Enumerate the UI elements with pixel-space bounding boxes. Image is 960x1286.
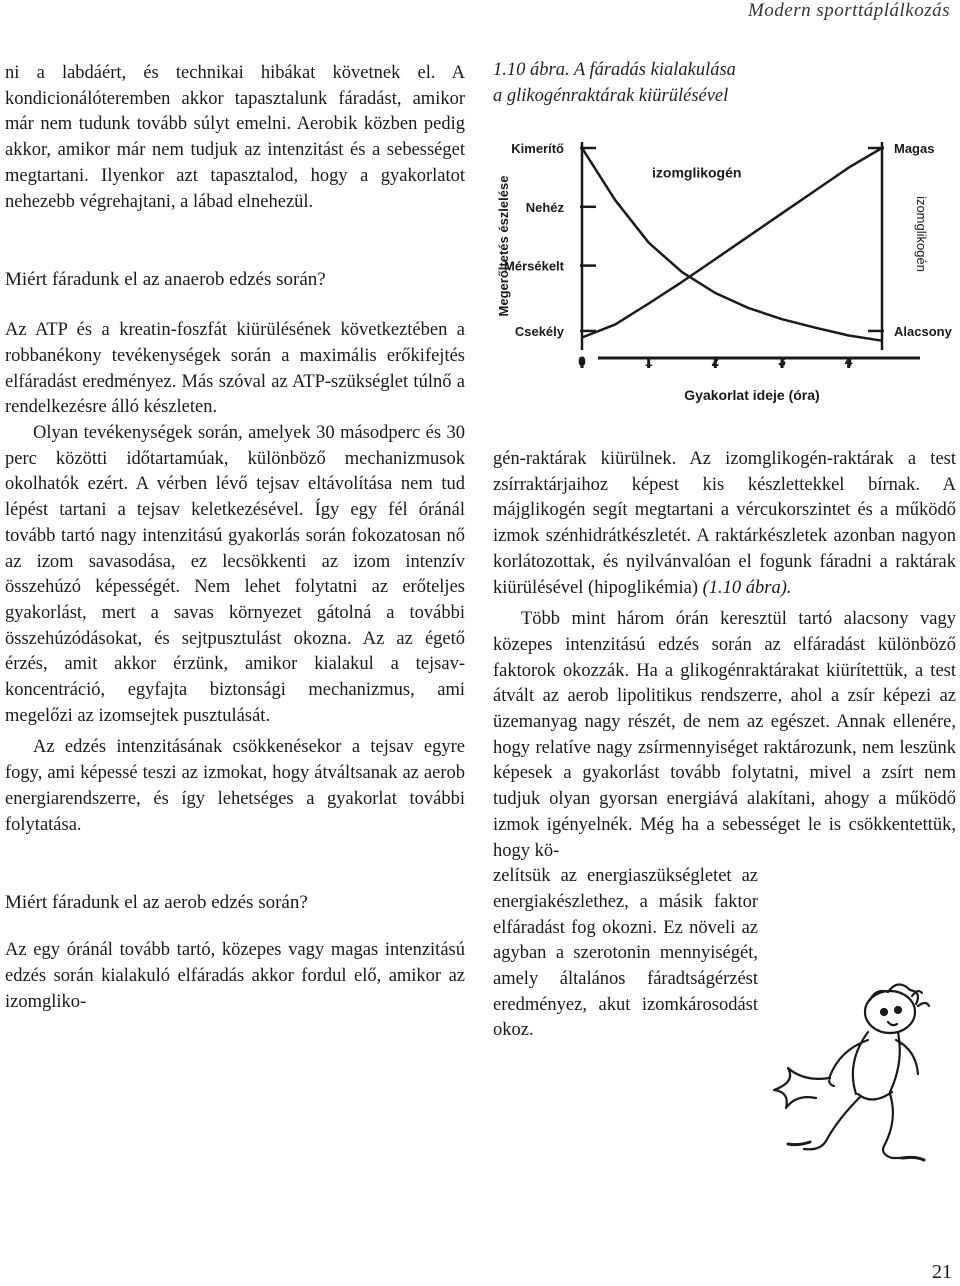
caption-line: a glikogénraktárak kiürülésével [493, 85, 729, 106]
y-left-tick-label: Csekély [514, 323, 564, 339]
caption-line: 1.10 ábra. A fáradás kialakulása [493, 60, 736, 80]
fatigue-chart [490, 128, 955, 410]
paragraph: Az egy óránál tovább tartó, közepes vagy magas intenzitású edzés során kialakuló elfáradás akkor fordul elő, amikor az izomgliko- [5, 940, 465, 1012]
running-title: Modern sporttáplálkozás [747, 0, 950, 21]
y-left-tick-label: Kimerítő [511, 141, 564, 156]
y-left-tick-label: Nehéz [525, 199, 564, 215]
page-number: 21 [932, 1261, 952, 1283]
y-right-tick-label: Magas [894, 141, 935, 156]
paragraph-continued: zelítsük az energiaszükségletet az energiakészlethez, a másik faktor elfáradást fog okozni. Ez növeli az agyban a szerotonin mennyiségét, amely általános fáradtságérzést eredményez, akut izomkárosodást okoz. [493, 866, 758, 1041]
left-column [5, 61, 465, 1015]
y-right-tick-label: Alacsony [894, 323, 952, 339]
section-heading-aerob: Miért fáradunk el az aerob edzés során? [5, 892, 308, 914]
y-axis-label-left: Megerőltetés észlelése [496, 175, 511, 317]
x-tick-label: 0 [578, 353, 586, 369]
y-axis-label-right: izomglikogén [914, 196, 929, 272]
figure-reference: (1.10 ábra). [702, 577, 792, 598]
paragraph: Több mint három órán keresztül tartó alacsony vagy közepes intenzitású edzés során az elfáradást különböző faktorok okozzák. Ha a glikogénraktárakat kiürítettük, a test átvált az aerob lipolitikus rendszerre, ahol a zsír képezi az üzemanyag nagy részét, de nem az egészet. Annak ellenére, hogy relatíve nagy zsírmennyiséget raktározunk, nem leszünk képesek a gyakorlást tovább folytatni, mivel a zsírt nem tudjuk olyan gyorsan energiává alakítani, ahogy a működő izmok igényelnék. Még ha a sebességet le is csökkentettük, hogy kö- [493, 609, 956, 861]
x-tick-label: 4 [844, 353, 853, 369]
section-heading-anaerob: Miért fáradunk el az anaerob edzés során? [5, 269, 326, 291]
x-axis-label: Gyakorlat ideje (óra) [684, 387, 820, 403]
tired-runner-illustration [770, 962, 955, 1182]
x-tick-label: 3 [778, 353, 786, 369]
figure-caption [493, 58, 953, 109]
paragraph: ni a labdáért, és technikai hibákat követnek el. A kondicionálóteremben akkor tapasztalunk fáradást, amikor már nem tudunk tovább súlyt emelni. Aerobik közben pedig akkor, amikor már nem tudjuk az intenzitást és a sebességet megtartani. Ilyenkor azt tapasztalod, hogy a gyakorlatot nehezebb végrehajtani, a lábad elnehezül. [5, 63, 465, 212]
right-column [493, 447, 956, 1044]
paragraph [493, 447, 956, 601]
annotation-label: izomglikogén [652, 164, 742, 181]
x-tick-label: 1 [644, 353, 653, 369]
paragraph-text: gén-raktárak kiürülnek. Az izomglikogén-raktárak a test zsírraktárjaihoz képest kis készlettekkel bírnak. A májglikogén segít megtartani a vércukorszintet és a működő izmok szénhidrátkészletét. A raktárkészletek azonban nagyon korlátozottak, és nyilvánvalóan el fogunk fáradni a raktárak kiürülésével (hipoglikémia) [493, 449, 956, 598]
paragraph: Olyan tevékenységek során, amelyek 30 másodperc és 30 perc közötti időtartamúak, különböző mechanizmusok okolhatók ezért. A vérben lévő tejsav eltávolítása nem tud lépést tartani a tejsav keletkezésével. Így egy fél óránál tovább tartó nagy intenzitású gyakorlás során fokozatosan nő az izom savasodása, ez lecsökkenti az izom intenzív összehúzó képességét. Nem lehet folytatni az erőteljes gyakorlást, mert a savas környezet gátolná a további összehúzódásokat, és sejtpusztulást okozna. Az az égető érzés, amit akkor érzünk, amikor kialakul a tejsav-koncentráció, egyfajta biztonsági mechanizmus, ami megelőzi az izomsejtek pusztulását. [5, 423, 465, 726]
y-left-tick-label: Mérsékelt [504, 258, 564, 274]
paragraph: Az edzés intenzitásának csökkenésekor a tejsav egyre fogy, ami képessé teszi az izmokat, hogy átváltsanak az aerob energiarendszerre, és így lehetséges a gyakorlat további folytatása. [5, 737, 465, 835]
x-tick-label: 2 [711, 353, 720, 369]
paragraph: Az ATP és a kreatin-foszfát kiürülésének következtében a robbanékony tevékenységek során a maximális erőkifejtés elfáradást eredményez. Más szóval az ATP-szükséglet túlnő a rendelkezésre álló készleten. [5, 320, 465, 418]
